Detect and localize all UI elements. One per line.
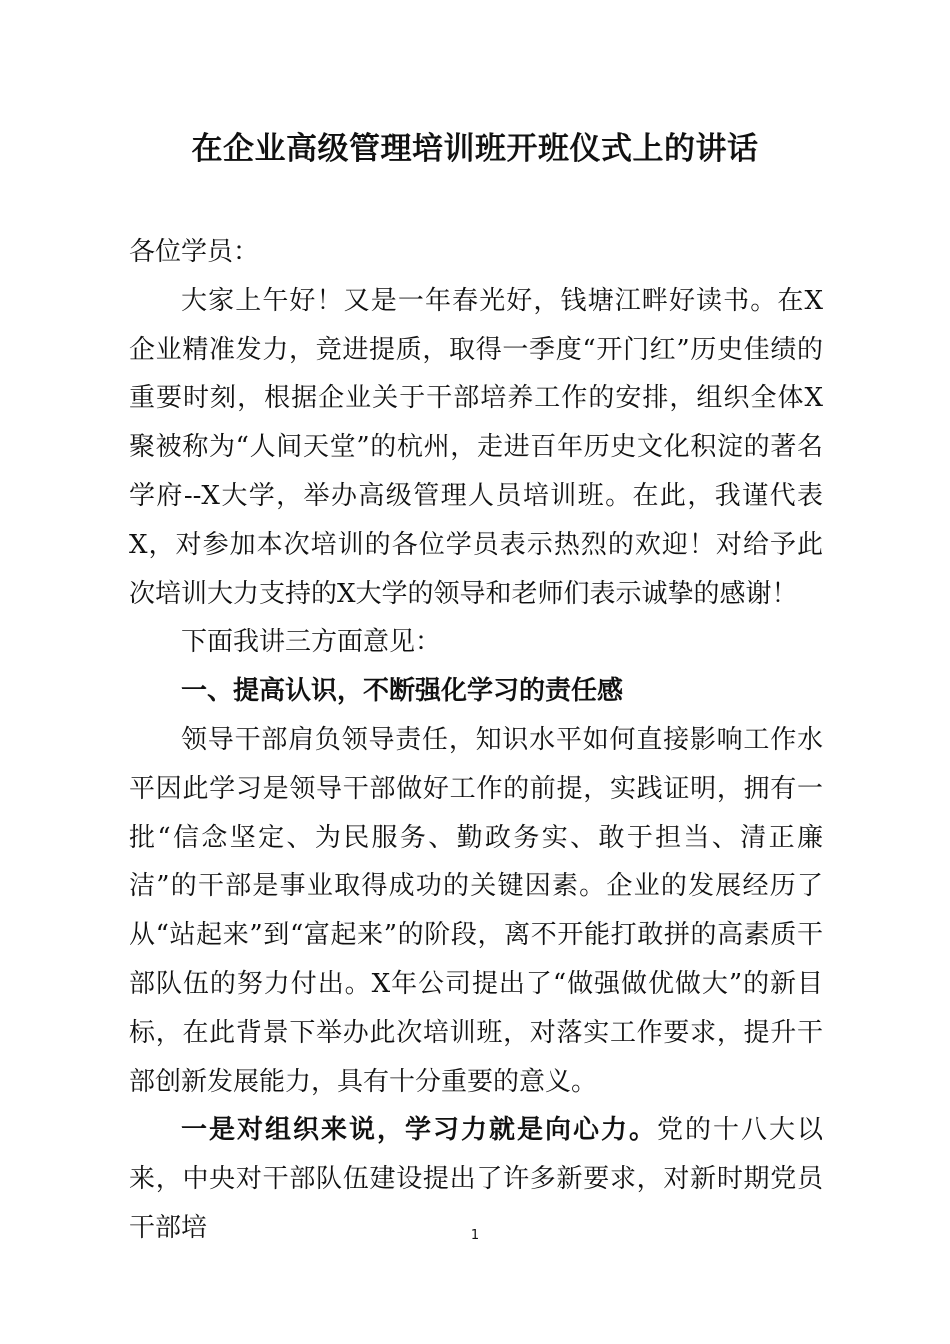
paragraph-section-body: 领导干部肩负领导责任，知识水平如何直接影响工作水平因此学习是领导干部做好工作的前提，实践证明，拥有一批“信念坚定、为民服务、勤政务实、敢于担当、清正廉洁”的干部是事业取得成功的关键因素。企业的发展经历了从“站起来”到“富起来”的阶段，离不开能打敢拼的高素质干部队伍的努力付出。X年公司提出了“做强做优做大”的新目标，在此背景下举办此次培训班，对落实工作要求，提升干部创新发展能力，具有十分重要的意义。: [129, 724, 823, 1097]
document-title: 在企业高级管理培训班开班仪式上的讲话: [191, 131, 759, 167]
paragraph-opening: 大家上午好！又是一年春光好，钱塘江畔好读书。在X企业精准发力，竞进提质，取得一季度“开门红”历史佳绩的重要时刻，根据企业关于干部培养工作的安排，组织全体X聚被称为“人间天堂”的杭州，走进百年历史文化积淀的著名学府--X大学，举办高级管理人员培训班。在此，我谨代表X，对参加本次培训的各位学员表示热烈的欢迎！对给予此次培训大力支持的X大学的领导和老师们表示诚挚的感谢！: [129, 285, 823, 609]
point-text: 党的十八大以来，中央对干部队伍建设提出了许多新要求，对新时期党员干部培: [129, 1115, 823, 1243]
page-number: 1: [470, 1228, 480, 1243]
paragraph-intro: 下面我讲三方面意见：: [181, 627, 442, 658]
salutation: 各位学员：: [129, 237, 260, 267]
section-heading: 一、提高认识，不断强化学习的责任感: [181, 676, 624, 707]
document-body: [129, 228, 823, 1253]
point-lead: 一是对组织来说，学习力就是向心力。: [181, 1115, 657, 1146]
